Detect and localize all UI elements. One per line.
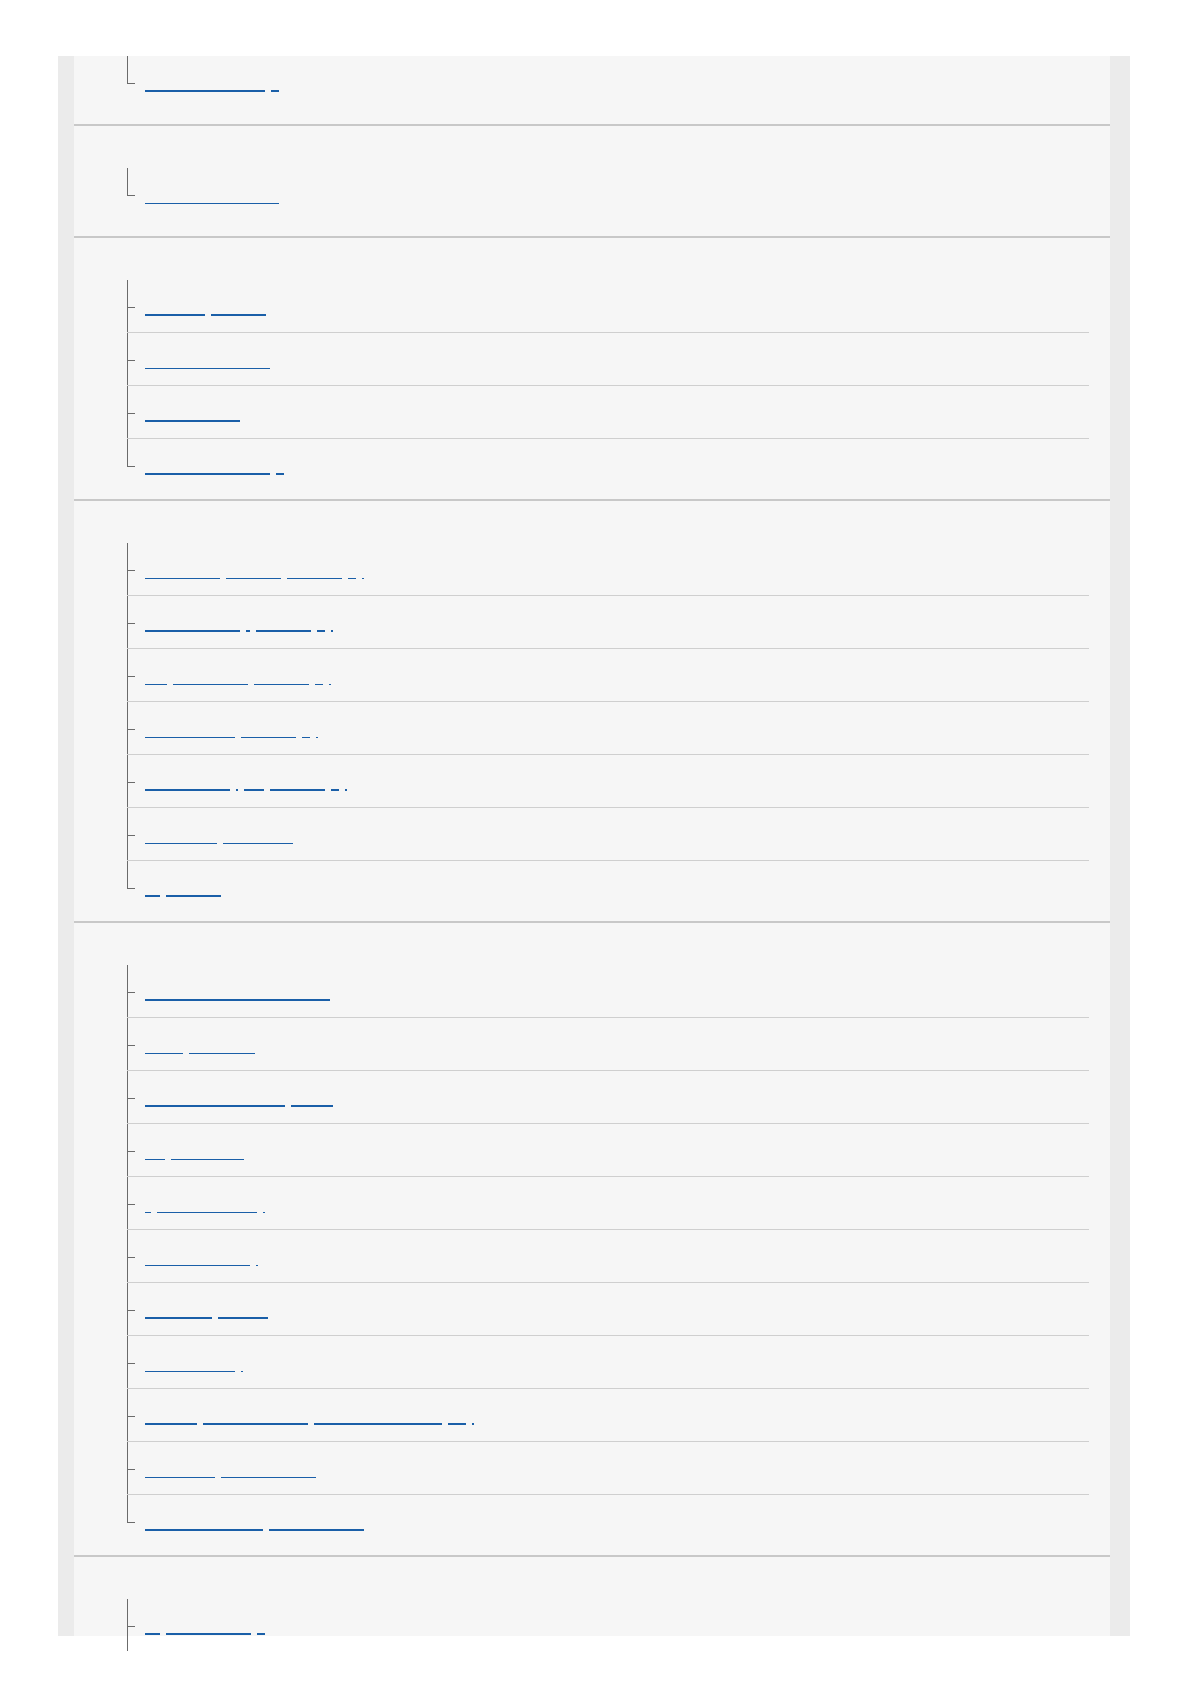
list-item (127, 1495, 1089, 1547)
link-underline (236, 789, 238, 791)
topic-link[interactable] (145, 1197, 271, 1213)
tree-branch (127, 1522, 135, 1523)
link-underline (145, 895, 160, 897)
topic-link[interactable] (145, 775, 353, 791)
tree-branch (127, 1204, 135, 1205)
topic-link-label (145, 828, 146, 829)
tree-branch (127, 1626, 135, 1627)
link-underline (331, 630, 333, 632)
topic-link-label (145, 722, 146, 723)
list-item (127, 386, 1089, 439)
link-underline (316, 737, 318, 738)
section-b (74, 126, 1110, 238)
topic-link-label (145, 1356, 146, 1357)
topic-link-label (145, 1038, 146, 1039)
list-item (127, 596, 1089, 649)
page-content (74, 56, 1110, 1636)
link-underline (218, 1317, 268, 1319)
link-underline (291, 1105, 333, 1107)
link-underline (145, 1423, 197, 1425)
tree-branch (127, 360, 135, 361)
list-item (127, 861, 1089, 913)
link-underline (145, 737, 235, 738)
link-underline (302, 737, 310, 738)
link-tree (127, 965, 1089, 1547)
link-tree (127, 56, 1089, 108)
link-underline (448, 1423, 466, 1425)
topic-link[interactable] (145, 1091, 339, 1107)
link-underline (287, 578, 342, 579)
link-underline (263, 1212, 265, 1213)
topic-link-label (145, 985, 146, 986)
tree-branch (127, 676, 135, 677)
topic-link[interactable] (145, 616, 339, 632)
tree-branch (127, 413, 135, 414)
list-item (127, 702, 1089, 755)
tree-branch (127, 466, 135, 467)
link-underline (244, 789, 264, 791)
tree-branch (127, 83, 135, 84)
link-underline (145, 1105, 285, 1107)
tree-branch (127, 570, 135, 571)
topic-link-label (145, 1197, 146, 1198)
link-underline (315, 684, 323, 685)
topic-link[interactable] (145, 1144, 250, 1160)
list-item (127, 1599, 1089, 1651)
link-underline (145, 368, 270, 369)
topic-link[interactable] (145, 459, 290, 475)
list-item (127, 808, 1089, 861)
topic-link[interactable] (145, 722, 324, 738)
topic-link-label (145, 563, 146, 564)
link-underline (317, 630, 325, 632)
tree-branch (127, 729, 135, 730)
topic-link-label (145, 775, 146, 776)
list-item (127, 168, 1089, 220)
list-item (127, 543, 1089, 596)
link-underline (269, 1529, 364, 1531)
topic-link-label (145, 459, 146, 460)
topic-link[interactable] (145, 1409, 480, 1425)
topic-link[interactable] (145, 76, 285, 92)
topic-link-label (145, 669, 146, 670)
list-item (127, 1283, 1089, 1336)
list-item (127, 1177, 1089, 1230)
link-underline (257, 1633, 265, 1635)
list-item (127, 333, 1089, 386)
tree-branch (127, 1416, 135, 1417)
topic-link[interactable] (145, 1356, 249, 1372)
topic-link[interactable] (145, 985, 336, 1001)
topic-link-label (145, 1462, 146, 1463)
list-item (127, 439, 1089, 491)
topic-link[interactable] (145, 828, 299, 844)
topic-link[interactable] (145, 1515, 370, 1531)
topic-link-label (145, 1091, 146, 1092)
list-item (127, 1442, 1089, 1495)
link-underline (145, 90, 265, 92)
link-underline (362, 578, 364, 579)
link-underline (331, 789, 339, 791)
link-underline (145, 1633, 160, 1635)
topic-link[interactable] (145, 1038, 261, 1054)
link-underline (145, 203, 279, 204)
link-underline (211, 314, 266, 316)
topic-link-label (145, 188, 146, 189)
topic-link[interactable] (145, 1619, 271, 1635)
link-underline (241, 737, 296, 738)
link-underline (145, 1317, 212, 1319)
list-item (127, 1336, 1089, 1389)
topic-link-label (145, 76, 146, 77)
link-underline (145, 1053, 183, 1054)
link-underline (145, 1529, 263, 1531)
link-underline (173, 684, 248, 685)
link-tree (127, 280, 1089, 491)
list-item (127, 649, 1089, 702)
topic-link-label (145, 616, 146, 617)
link-underline (166, 895, 221, 897)
link-tree (127, 1599, 1089, 1651)
list-item (127, 1071, 1089, 1124)
tree-branch (127, 1098, 135, 1099)
tree-branch (127, 835, 135, 836)
link-underline (166, 1633, 251, 1635)
link-tree (127, 168, 1089, 220)
link-underline (171, 1159, 244, 1160)
link-underline (271, 90, 279, 92)
tree-branch (127, 1045, 135, 1046)
tree-branch (127, 1151, 135, 1152)
section-e (74, 923, 1110, 1557)
section-c (74, 238, 1110, 501)
link-underline (223, 843, 293, 844)
link-underline (145, 314, 205, 316)
tree-branch (127, 623, 135, 624)
topic-link[interactable] (145, 1250, 264, 1266)
link-underline (145, 843, 217, 844)
topic-link[interactable] (145, 669, 337, 685)
link-underline (329, 684, 331, 685)
list-item (127, 56, 1089, 108)
topic-link[interactable] (145, 353, 276, 369)
link-underline (145, 630, 240, 632)
tree-branch (127, 1363, 135, 1364)
link-underline (145, 578, 220, 579)
topic-link[interactable] (145, 406, 246, 422)
section-f (74, 1557, 1110, 1651)
link-underline (145, 999, 330, 1001)
topic-link-label (145, 1619, 146, 1620)
topic-link[interactable] (145, 1462, 322, 1478)
link-underline (145, 1371, 235, 1372)
link-underline (203, 1423, 308, 1425)
list-item (127, 1018, 1089, 1071)
topic-link-label (145, 300, 146, 301)
tree-branch (127, 888, 135, 889)
link-underline (145, 684, 167, 685)
topic-link-label (145, 1144, 146, 1145)
topic-link-label (145, 881, 146, 882)
section-a (74, 56, 1110, 126)
link-underline (256, 1265, 258, 1266)
link-underline (246, 630, 250, 632)
link-sections (74, 56, 1110, 1651)
link-underline (256, 630, 311, 632)
list-item (127, 1389, 1089, 1442)
tree-branch (127, 1257, 135, 1258)
link-underline (145, 420, 240, 422)
list-item (127, 1124, 1089, 1177)
link-underline (145, 1159, 165, 1160)
link-underline (241, 1371, 243, 1372)
topic-link[interactable] (145, 881, 227, 897)
tree-branch (127, 782, 135, 783)
tree-branch (127, 195, 135, 196)
topic-link-label (145, 353, 146, 354)
list-item (127, 965, 1089, 1018)
list-item (127, 1230, 1089, 1283)
topic-link[interactable] (145, 300, 272, 316)
tree-branch (127, 307, 135, 308)
link-underline (145, 1477, 215, 1478)
link-tree (127, 543, 1089, 913)
link-underline (314, 1423, 442, 1425)
link-underline (157, 1212, 257, 1213)
page-frame (58, 56, 1130, 1636)
link-underline (276, 473, 284, 475)
link-underline (145, 1265, 250, 1266)
topic-link-label (145, 1250, 146, 1251)
tree-branch (127, 1469, 135, 1470)
topic-link-label (145, 1515, 146, 1516)
topic-link-label (145, 406, 146, 407)
list-item (127, 280, 1089, 333)
link-underline (472, 1423, 474, 1425)
link-underline (345, 789, 347, 791)
link-underline (254, 684, 309, 685)
link-underline (145, 1212, 151, 1213)
topic-link[interactable] (145, 563, 370, 579)
link-underline (226, 578, 281, 579)
list-item (127, 755, 1089, 808)
topic-link[interactable] (145, 188, 285, 204)
section-d (74, 501, 1110, 923)
link-underline (221, 1477, 316, 1478)
link-underline (189, 1053, 255, 1054)
topic-link-label (145, 1303, 146, 1304)
tree-branch (127, 992, 135, 993)
link-underline (270, 789, 325, 791)
tree-branch (127, 1310, 135, 1311)
link-underline (348, 578, 356, 579)
link-underline (145, 789, 230, 791)
link-underline (145, 473, 270, 475)
topic-link-label (145, 1409, 146, 1410)
topic-link[interactable] (145, 1303, 274, 1319)
